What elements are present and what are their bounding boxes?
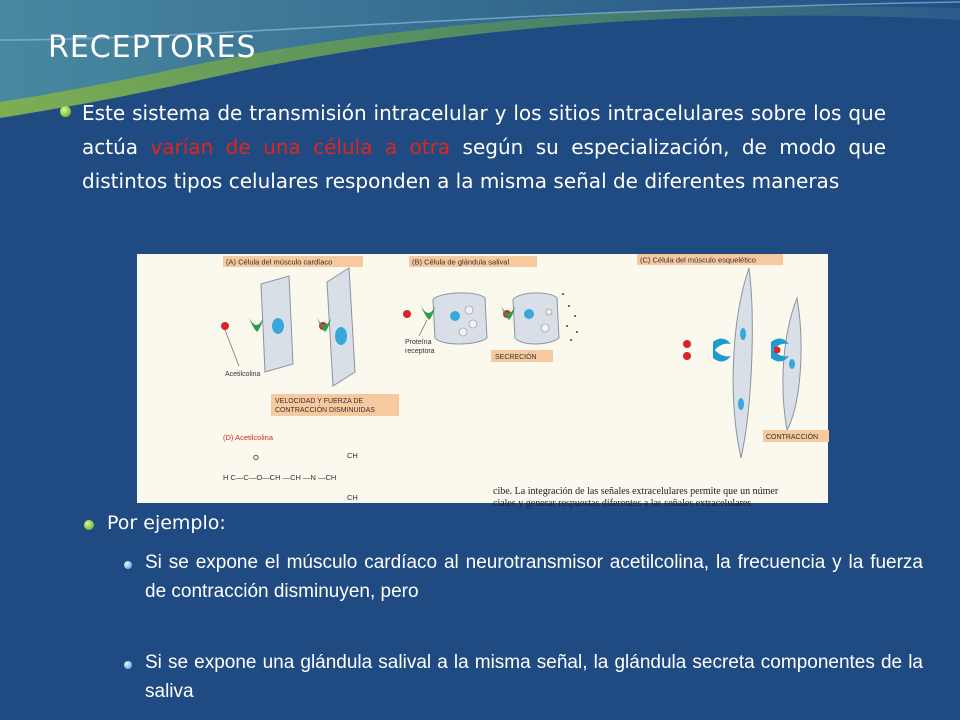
nucleus bbox=[272, 318, 284, 334]
example-item: Si se expone el músculo cardíaco al neurotransmisor acetilcolina, la frecuencia y la fuerza de contracción disminuyen, pero bbox=[145, 552, 923, 602]
bullet-icon bbox=[60, 106, 71, 117]
sub-bullet-icon bbox=[124, 661, 132, 669]
pointer-line bbox=[225, 330, 239, 366]
secretory-granule bbox=[541, 324, 549, 332]
nucleus bbox=[740, 328, 746, 340]
nucleus bbox=[789, 359, 795, 369]
example-heading: Por ejemplo: bbox=[107, 512, 226, 534]
secretory-granule bbox=[465, 306, 473, 314]
caption-line1: cibe. La integración de las señales extracelulares permite que un númer bbox=[493, 486, 779, 497]
bound-ligand bbox=[774, 347, 781, 354]
formula-ch3-top: CH bbox=[347, 451, 358, 460]
nucleus bbox=[738, 398, 744, 410]
panel-a-label: (A) Célula del músculo cardíaco bbox=[226, 257, 333, 267]
secretory-granule bbox=[546, 309, 552, 315]
slide-title: RECEPTORES bbox=[48, 30, 257, 65]
formula-oxygen: O bbox=[253, 453, 259, 462]
salivary-cell-left bbox=[433, 293, 487, 344]
panel-b-label: (B) Célula de glándula salival bbox=[412, 257, 510, 267]
secretory-granule bbox=[459, 328, 467, 336]
contraccion-label: CONTRACCIÓN bbox=[766, 434, 819, 441]
formula-ch3-bottom: CH bbox=[347, 493, 358, 502]
sub-bullet-icon bbox=[124, 561, 132, 569]
caption-line2: ciales y generar respuestas diferentes a las señales extracelulares bbox=[493, 498, 752, 509]
salivary-cell-right bbox=[513, 293, 559, 344]
intro-paragraph bbox=[82, 96, 886, 198]
velocidad-label-line2: CONTRACCIÓN DISMINUIDAS bbox=[275, 407, 375, 414]
intro-text-end: según su especialización, de modo que distintos tipos celulares responden a la misma señal de diferentes maneras bbox=[82, 135, 887, 193]
ion-channel-receptor bbox=[713, 348, 731, 362]
intro-text-start: Este sistema de transmisión intracelular y los sitios intracelulares sobre los que actúa bbox=[82, 101, 886, 159]
nucleus bbox=[450, 311, 460, 321]
proteina-label-line2: receptora bbox=[405, 348, 435, 355]
example-item: Si se expone una glándula salival a la misma señal, la glándula secreta componentes de la saliva bbox=[145, 652, 923, 702]
pointer-line bbox=[419, 320, 427, 336]
bullet-icon bbox=[84, 520, 94, 530]
receptor-protein bbox=[501, 306, 515, 320]
acetylcholine-ligand bbox=[683, 340, 691, 348]
receptor-figure bbox=[137, 254, 828, 509]
receptor-protein bbox=[249, 318, 263, 332]
receptor-protein bbox=[421, 306, 435, 320]
skeletal-cell-left bbox=[733, 268, 752, 458]
formula-main: H C—C—O—CH —CH —N —CH bbox=[223, 473, 337, 482]
secretory-granule bbox=[469, 320, 477, 328]
intro-highlight: varían de una célula a otra bbox=[150, 135, 451, 159]
acetylcholine-ligand bbox=[403, 310, 411, 318]
nucleus bbox=[524, 309, 534, 319]
panel-d-label: (D) Acetilcolina bbox=[223, 433, 274, 442]
nucleus bbox=[335, 327, 347, 345]
ion-channel-receptor bbox=[713, 338, 731, 352]
secrecion-label: SECRECIÓN bbox=[495, 354, 537, 361]
velocidad-label-line1: VELOCIDAD Y FUERZA DE bbox=[275, 398, 364, 405]
acetilcolina-label: Acetilcolina bbox=[225, 371, 261, 378]
acetylcholine-ligand bbox=[221, 322, 229, 330]
proteina-label-line1: Proteína bbox=[405, 339, 432, 346]
acetylcholine-ligand bbox=[683, 352, 691, 360]
panel-c-label: (C) Célula del músculo esquelético bbox=[640, 255, 756, 265]
